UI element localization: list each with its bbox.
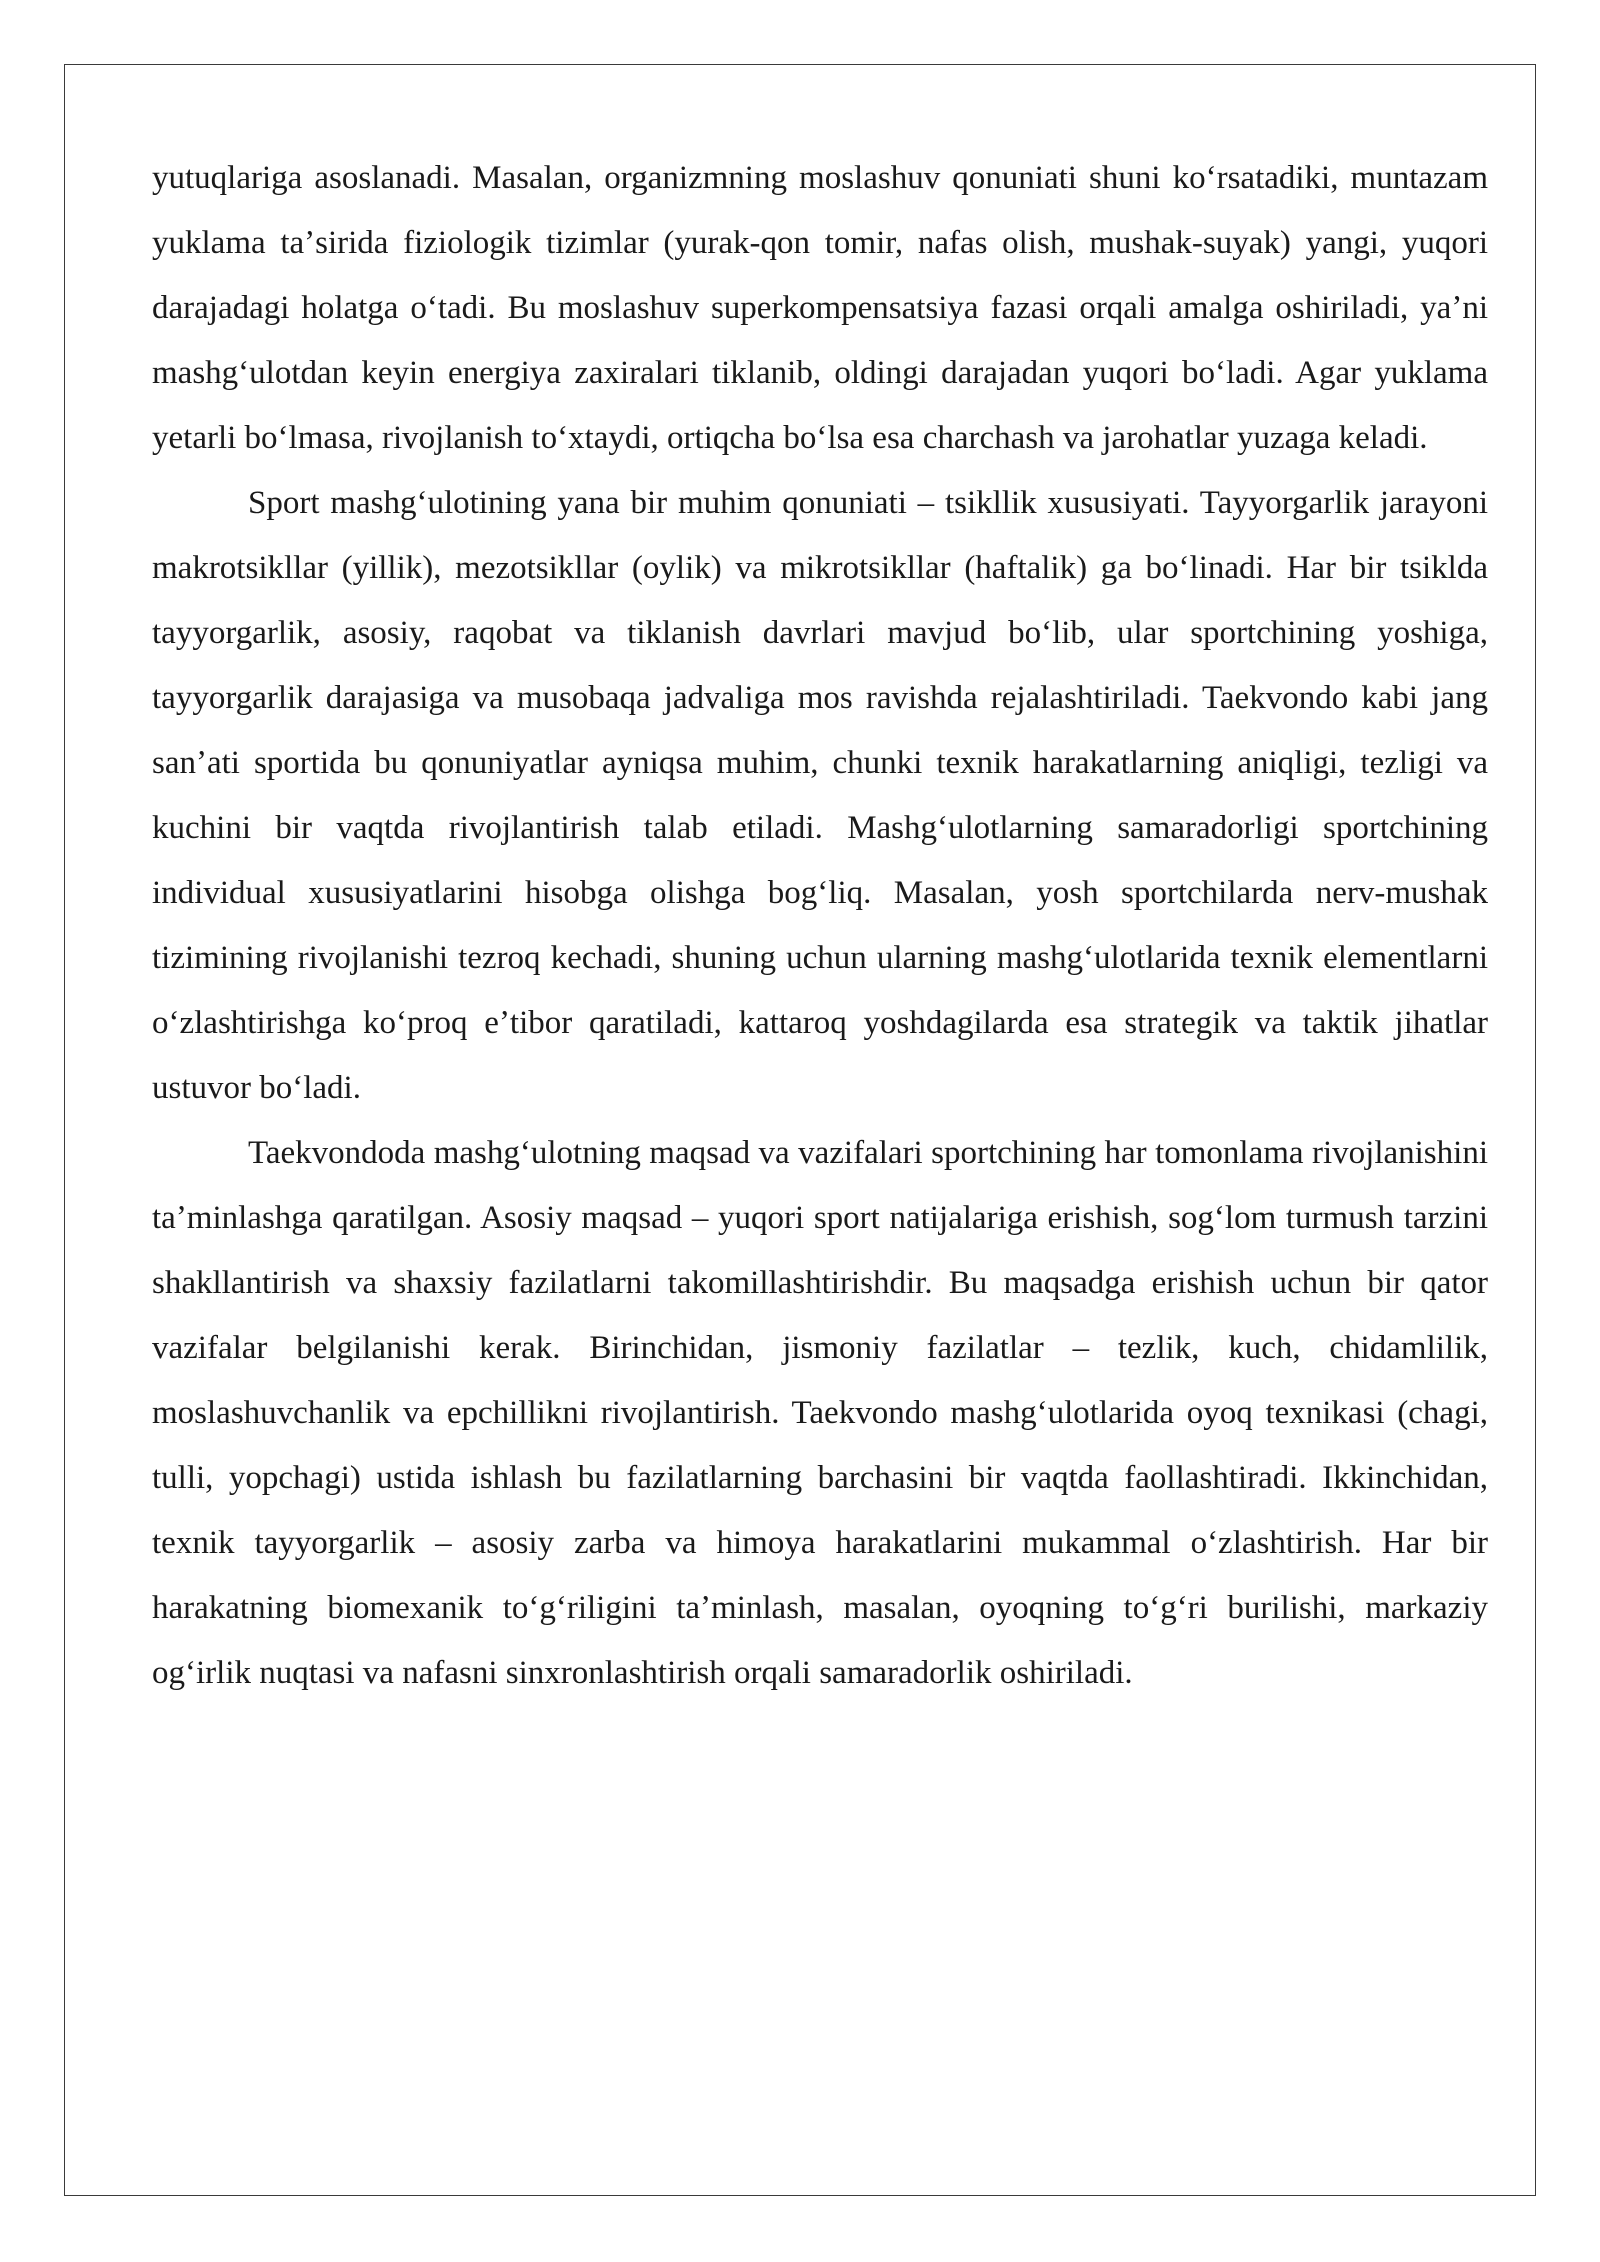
paragraph-3: Taekvondoda mashgʻulotning maqsad va vazifalari sportchining har tomonlama rivojlanishini taʼminlashga qaratilgan. Asosiy maqsad – yuqori sport natijalariga erishish, sogʻlom turmush tarzini shakllantirish va shaxsiy fazilatlarni takomillashtirishdir. Bu maqsadga erishish uchun bir qator vazifalar belgilanishi kerak. Birinchidan, jismoniy fazilatlar – tezlik, kuch, chidamlilik, moslashuvchanlik va epchillikni rivojlantirish. Taekvondo mashgʻulotlarida oyoq texnikasi (chagi, tulli, yopchagi) ustida ishlash bu fazilatlarning barchasini bir vaqtda faollashtiradi. Ikkinchidan, texnik tayyorgarlik – asosiy zarba va himoya harakatlarini mukammal oʻzlashtirish. Har bir harakatning biomexanik toʻgʻriligini taʼminlash, masalan, oyoqning toʻgʻri burilishi, markaziy ogʻirlik nuqtasi va nafasni sinxronlashtirish orqali samaradorlik oshiriladi. — [152, 1135, 1488, 1691]
document-body — [152, 146, 1488, 1706]
paragraph-2: Sport mashgʻulotining yana bir muhim qonuniati – tsikllik xususiyati. Tayyorgarlik jarayoni makrotsikllar (yillik), mezotsikllar (oylik) va mikrotsikllar (haftalik) ga boʻlinadi. Har bir tsiklda tayyorgarlik, asosiy, raqobat va tiklanish davrlari mavjud boʻlib, ular sportchining yoshiga, tayyorgarlik darajasiga va musobaqa jadvaliga mos ravishda rejalashtiriladi. Taekvondo kabi jang sanʼati sportida bu qonuniyatlar ayniqsa muhim, chunki texnik harakatlarning aniqligi, tezligi va kuchini bir vaqtda rivojlantirish talab etiladi. Mashgʻulotlarning samaradorligi sportchining individual xususiyatlarini hisobga olishga bogʻliq. Masalan, yosh sportchilarda nerv-mushak tizimining rivojlanishi tezroq kechadi, shuning uchun ularning mashgʻulotlarida texnik elementlarni oʻzlashtirishga koʻproq eʼtibor qaratiladi, kattaroq yoshdagilarda esa strategik va taktik jihatlar ustuvor boʻladi. — [152, 485, 1488, 1106]
paragraph-1: yutuqlariga asoslanadi. Masalan, organizmning moslashuv qonuniati shuni koʻrsatadiki, muntazam yuklama taʼsirida fiziologik tizimlar (yurak-qon tomir, nafas olish, mushak-suyak) yangi, yuqori darajadagi holatga oʻtadi. Bu moslashuv superkompensatsiya fazasi orqali amalga oshiriladi, yaʼni mashgʻulotdan keyin energiya zaxiralari tiklanib, oldingi darajadan yuqori boʻladi. Agar yuklama yetarli boʻlmasa, rivojlanish toʻxtaydi, ortiqcha boʻlsa esa charchash va jarohatlar yuzaga keladi. — [152, 160, 1488, 456]
